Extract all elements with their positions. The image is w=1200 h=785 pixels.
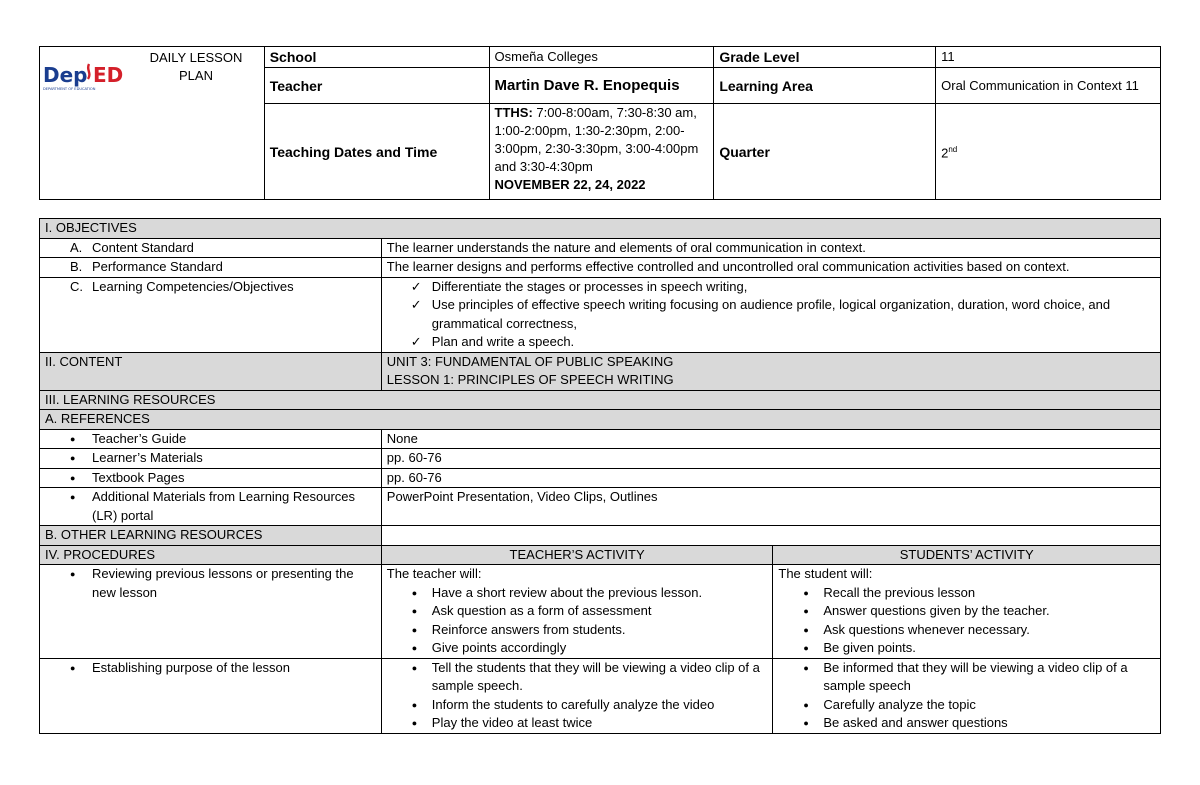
student-intro: The student will:: [778, 566, 873, 581]
dates-dates: NOVEMBER 22, 24, 2022: [494, 177, 646, 192]
main-table: [39, 218, 1161, 734]
dates-value: [489, 104, 714, 200]
teacher-activity: [381, 565, 773, 659]
student-activity: [773, 658, 1161, 733]
teacher-activity-header: TEACHER’S ACTIVITY: [381, 545, 773, 565]
student-item: ● Recall the previous lesson: [778, 584, 1155, 603]
teacher-activity: [381, 658, 773, 733]
content-standard-value: The learner understands the nature and elements of oral communication in context.: [381, 238, 1160, 258]
dates-times: 7:00-8:00am, 7:30-8:30 am, 1:00-2:00pm, 1:30-2:30pm, 2:00-3:00pm, 2:30-3:30pm, 3:00-4:00pm and 3:30-4:30pm: [494, 105, 699, 174]
objectives-heading: I. OBJECTIVES: [40, 219, 1161, 239]
student-item: ● Be asked and answer questions: [778, 714, 1155, 733]
student-item: ● Be given points.: [778, 639, 1155, 658]
quarter-value: 2nd: [936, 104, 1161, 200]
resource-label: ● Teacher’s Guide: [40, 429, 382, 449]
deped-logo: [42, 61, 126, 93]
competencies-list: [381, 277, 1160, 352]
unit-title: UNIT 3: FUNDAMENTAL OF PUBLIC SPEAKING: [386, 353, 674, 369]
teacher-label: Teacher: [264, 68, 489, 104]
dates-prefix: TTHS:: [494, 105, 533, 120]
references-heading: A. REFERENCES: [40, 410, 1161, 430]
resource-value: pp. 60-76: [381, 449, 1160, 469]
school-label: School: [264, 47, 489, 68]
resource-value: None: [381, 429, 1160, 449]
quarter-label: Quarter: [714, 104, 936, 200]
svg-text:DEPARTMENT OF EDUCATION: DEPARTMENT OF EDUCATION: [43, 87, 96, 91]
competency-item: ✓ Use principles of effective speech writing focusing on audience profile, logical organization, duration, word choice, and grammatical correctness,: [387, 296, 1155, 333]
teacher-item: ● Give points accordingly: [387, 639, 768, 658]
content-heading: II. CONTENT: [40, 352, 382, 390]
procedure-label: ● Reviewing previous lessons or presenting the new lesson: [40, 565, 382, 659]
student-item: ● Be informed that they will be viewing a video clip of a sample speech: [778, 659, 1155, 696]
performance-standard-value: The learner designs and performs effective controlled and uncontrolled oral communication activities based on context.: [381, 258, 1160, 278]
area-value: Oral Communication in Context 11: [936, 68, 1161, 104]
resources-heading: III. LEARNING RESOURCES: [40, 390, 1161, 410]
student-activity: [773, 565, 1161, 659]
school-value: Osmeña Colleges: [489, 47, 714, 68]
resource-label: ● Additional Materials from Learning Resources (LR) portal: [40, 488, 382, 526]
area-label: Learning Area: [714, 68, 936, 104]
teacher-item: ● Play the video at least twice: [387, 714, 768, 733]
resource-label: ● Textbook Pages: [40, 468, 382, 488]
content-standard-label: A. Content Standard: [40, 238, 382, 258]
lesson-title: LESSON 1: PRINCIPLES OF SPEECH WRITING: [386, 372, 674, 387]
resource-value: pp. 60-76: [381, 468, 1160, 488]
teacher-item: ● Have a short review about the previous lesson.: [387, 584, 768, 603]
header-table: [39, 46, 1161, 200]
performance-standard-label: B. Performance Standard: [40, 258, 382, 278]
grade-label: Grade Level: [714, 47, 936, 68]
content-value: [381, 352, 1160, 390]
teacher-item: ● Ask question as a form of assessment: [387, 602, 768, 621]
teacher-value: Martin Dave R. Enopequis: [489, 68, 714, 104]
teacher-intro: The teacher will:: [386, 566, 482, 581]
student-item: ● Ask questions whenever necessary.: [778, 621, 1155, 640]
teacher-item: ● Reinforce answers from students.: [387, 621, 768, 640]
svg-text:Dep: Dep: [43, 63, 88, 87]
procedures-heading: IV. PROCEDURES: [40, 545, 382, 565]
other-resources-heading: B. OTHER LEARNING RESOURCES: [40, 526, 382, 546]
resource-value: PowerPoint Presentation, Video Clips, Outlines: [381, 488, 1160, 526]
grade-value: 11: [936, 47, 1161, 68]
svg-text:ED: ED: [93, 63, 124, 87]
resource-label: ● Learner’s Materials: [40, 449, 382, 469]
student-item: ● Answer questions given by the teacher.: [778, 602, 1155, 621]
teacher-item: ● Inform the students to carefully analyze the video: [387, 696, 768, 715]
students-activity-header: STUDENTS’ ACTIVITY: [773, 545, 1161, 565]
other-resources-value: [381, 526, 1160, 546]
teacher-item: ● Tell the students that they will be viewing a video clip of a sample speech.: [387, 659, 768, 696]
competencies-label: C. Learning Competencies/Objectives: [40, 277, 382, 352]
procedure-label: ● Establishing purpose of the lesson: [40, 658, 382, 733]
competency-item: ✓ Plan and write a speech.: [387, 333, 1155, 352]
competency-item: ✓ Differentiate the stages or processes in speech writing,: [387, 278, 1155, 297]
logo-cell: [40, 47, 265, 200]
doc-title: DAILY LESSON PLAN: [149, 50, 243, 83]
dates-label: Teaching Dates and Time: [264, 104, 489, 200]
student-item: ● Carefully analyze the topic: [778, 696, 1155, 715]
